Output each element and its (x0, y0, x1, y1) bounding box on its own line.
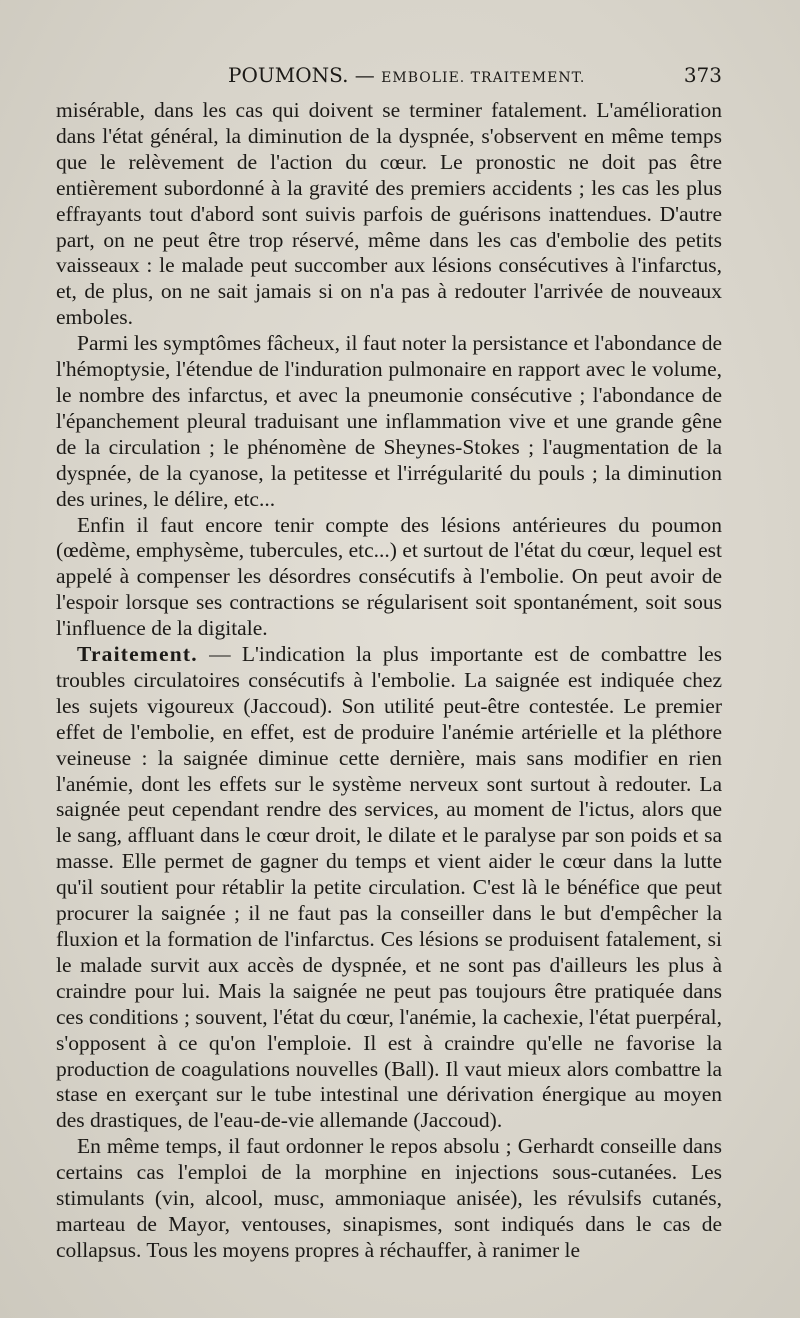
header-dash: — (354, 63, 375, 87)
page-number: 373 (683, 63, 722, 87)
paragraph-symptoms: Parmi les symptômes fâcheux, il faut noter la persistance et l'abondance de l'hémoptysie, l'étendue de l'induration pulmonaire en rapport avec le volume, le nombre des infarctus, et avec la pneumonie consécutive ; l'abondance de l'épanchement pleural traduisant une inflammation vive et une grande gêne de la circulation ; le phénomène de Sheynes-Stokes ; l'augmentation de la dyspnée, de la cyanose, la petitesse et l'irrégularité du pouls ; la diminution des urines, le délire, etc... (56, 331, 722, 511)
header-title: POUMONS. (228, 63, 349, 87)
paragraph-treatment (56, 642, 722, 1134)
running-header (58, 60, 722, 90)
paragraph-rest-and-stimulants: En même temps, il faut ordonner le repos absolu ; Gerhardt conseille dans certains cas l'emploi de la morphine en injections sous-cutanées. Les stimulants (vin, alcool, musc, ammoniaque anisée), les révulsifs cutanés, marteau de Mayor, ventouses, sinapismes, sont indiqués dans le cas de collapsus. Tous les moyens propres à réchauffer, à ranimer le (56, 1134, 722, 1262)
treatment-text: — L'indication la plus importante est de combattre les troubles circulatoires consécutifs à l'embolie. La saignée est indiquée chez les sujets vigoureux (Jaccoud). Son utilité peut-être contestée. Le premier effet de l'embolie, en effet, est de produire l'anémie artérielle et la pléthore veineuse : la saignée diminue cette dernière, mais sans modifier en rien l'anémie, dont les effets sur le système nerveux sont surtout à redouter. La saignée peut cependant rendre des services, au moment de l'ictus, alors que le sang, affluant dans le cœur droit, le dilate et le paralyse par son poids et sa masse. Elle permet de gagner du temps et vient aider le cœur dans la lutte qu'il soutient pour rétablir la petite circulation. C'est là le bénéfice que peut procurer la saignée ; il ne faut pas la conseiller dans le but d'empêcher la fluxion et la formation de l'infarctus. Ces lésions se produisent fatalement, si le malade survit aux accès de dyspnée, et ne sont pas d'ailleurs les plus à craindre pour lui. Mais la saignée ne peut pas toujours être pratiquée dans ces conditions ; souvent, l'état du cœur, l'anémie, la cachexie, l'état puerpéral, s'opposent à ce qu'on l'emploie. Il est à craindre qu'elle ne favorise la production de coagulations nouvelles (Ball). Il vaut mieux alors combattre la stase en exerçant sur le tube intestinal une dérivation énergique au moyen des drastiques, de l'eau-de-vie allemande (Jaccoud). (56, 642, 722, 1133)
header-subtitle: EMBOLIE. TRAITEMENT. (381, 70, 586, 86)
treatment-heading: Traitement. (77, 642, 198, 667)
paragraph-continuation: misérable, dans les cas qui doivent se terminer fatalement. L'amélioration dans l'état général, la diminution de la dyspnée, s'observent en même temps que le relèvement de l'action du cœur. Le pronostic ne doit pas être entièrement subordonné à la gravité des premiers accidents ; les cas les plus effrayants tout d'abord sont suivis parfois de guérisons inattendues. D'autre part, on ne peut être trop réservé, même dans les cas d'embolie des petits vaisseaux : le malade peut succomber aux lésions consécutives à l'infarctus, et, de plus, on ne sait jamais si on n'a pas à redouter l'arrivée de nouveaux emboles. (56, 98, 722, 330)
page-body (56, 98, 722, 1264)
running-title (228, 60, 585, 93)
paragraph-prior-lesions: Enfin il faut encore tenir compte des lésions antérieures du poumon (œdème, emphysème, tubercules, etc...) et surtout de l'état du cœur, lequel est appelé à compenser les désordres consécutifs à l'embolie. On peut avoir de l'espoir lorsque ses contractions se régularisent soit spontanément, soit sous l'influence de la digitale. (56, 512, 722, 641)
